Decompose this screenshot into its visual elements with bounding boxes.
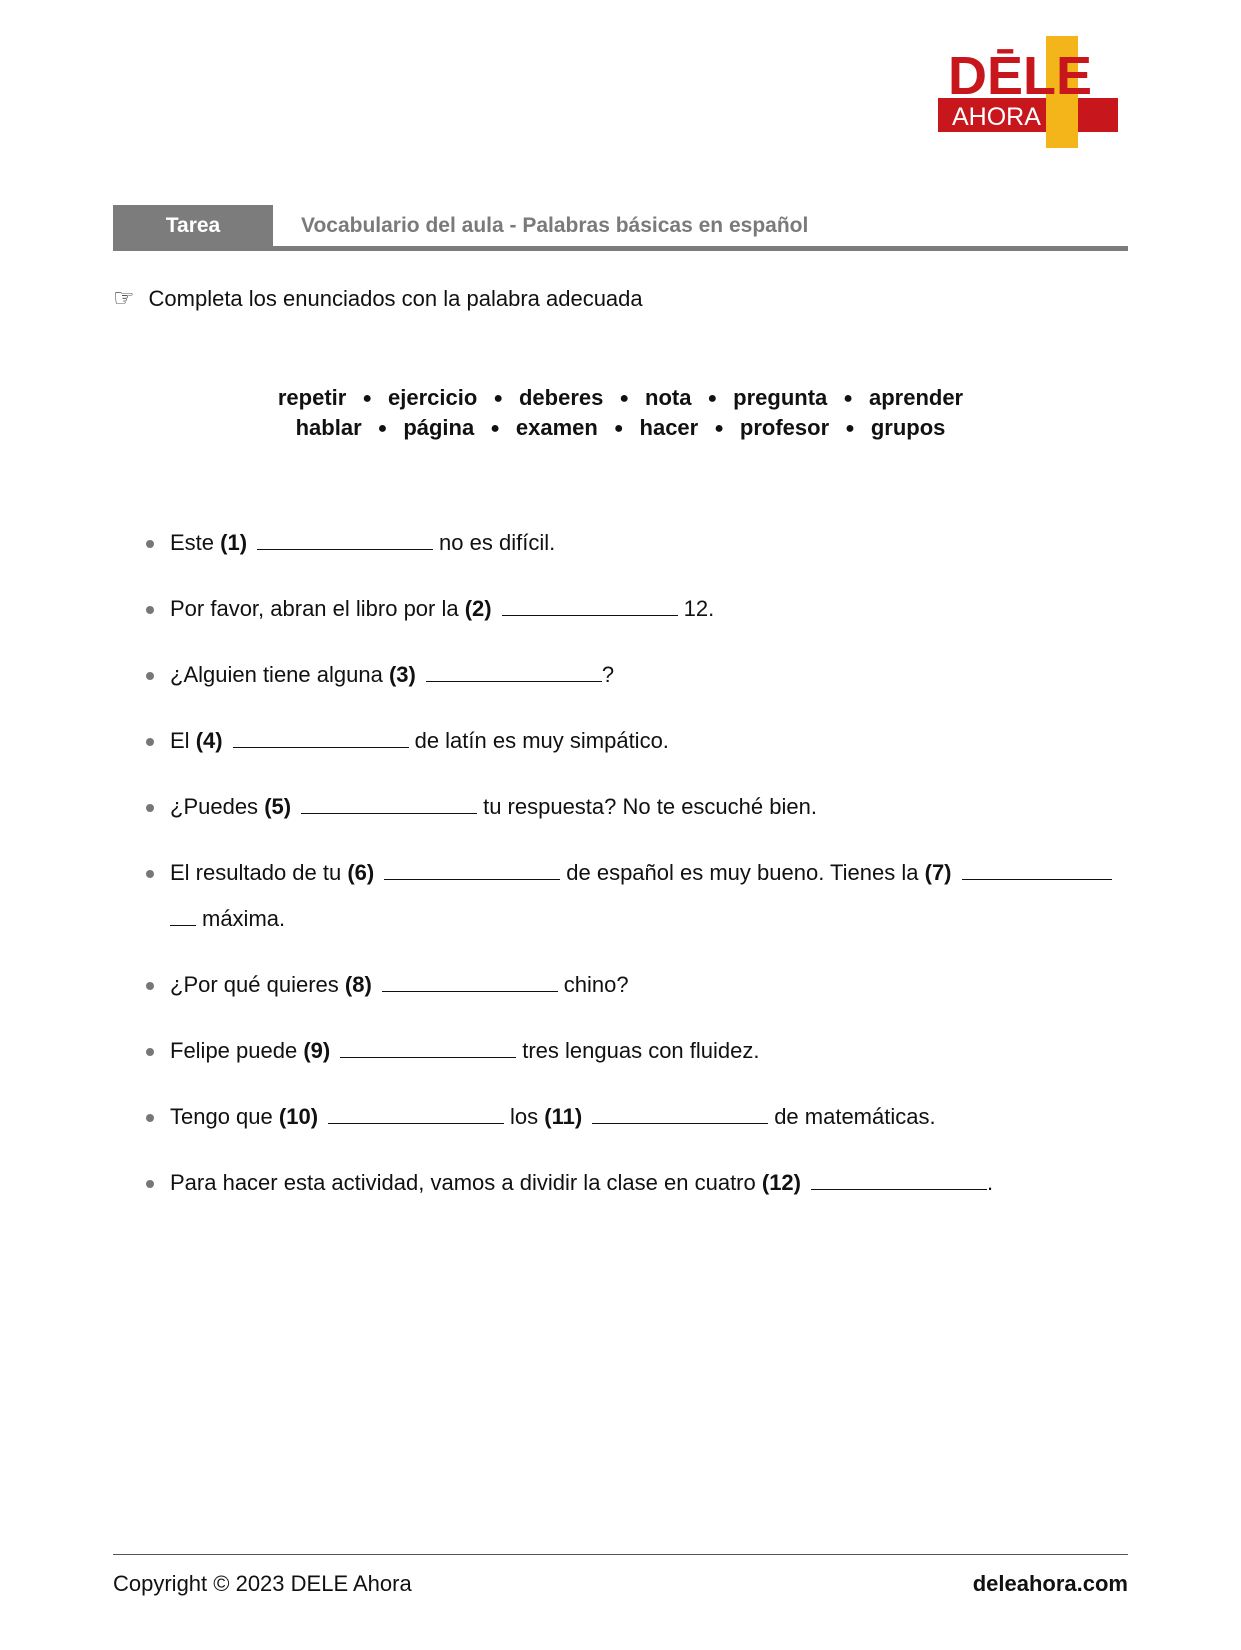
exercise-text: de matemáticas.	[774, 1104, 936, 1129]
bullet-separator: ●	[377, 420, 388, 437]
bullet-separator: ●	[362, 390, 373, 407]
exercise-text: Para hacer esta actividad, vamos a dividir la clase en cuatro	[170, 1170, 756, 1195]
task-header	[113, 205, 1128, 251]
word-bank-item: pregunta	[733, 385, 828, 410]
word-bank-item: grupos	[870, 415, 946, 440]
copyright-text: Copyright © 2023 DELE Ahora	[113, 1571, 412, 1596]
pointing-hand-icon: ☞	[113, 285, 135, 312]
bullet-separator: ●	[619, 390, 630, 407]
exercise-number: (2)	[464, 596, 492, 621]
exercise-text: .	[987, 1170, 994, 1195]
word-bank-item: ejercicio	[388, 385, 478, 410]
word-bank-item: deberes	[518, 385, 604, 410]
exercise-number: (5)	[264, 794, 292, 819]
site-link[interactable]: deleahora.com	[972, 1571, 1128, 1596]
exercise-item	[146, 784, 1131, 830]
exercise-text: Este	[170, 530, 215, 555]
instruction	[113, 284, 643, 314]
exercise-number: (11)	[544, 1104, 583, 1129]
word-bank-item: nota	[645, 385, 692, 410]
word-bank-item: aprender	[868, 385, 964, 410]
bullet-separator: ●	[613, 420, 624, 437]
exercise-text: chino?	[563, 972, 629, 997]
footer-divider	[113, 1554, 1128, 1555]
answer-blank[interactable]	[384, 857, 560, 880]
logo-subtext: AHORA	[952, 103, 1041, 131]
bullet-separator: ●	[843, 390, 853, 407]
answer-blank[interactable]	[502, 593, 678, 616]
bullet-separator: ●	[490, 420, 500, 437]
exercise-item	[146, 1160, 1131, 1206]
task-tag: Tarea	[113, 205, 273, 246]
exercise-number: (12)	[761, 1170, 801, 1195]
word-bank-line-2	[0, 413, 1241, 443]
exercise-number: (7)	[924, 860, 952, 885]
answer-blank[interactable]	[257, 527, 433, 550]
word-bank-item: examen	[515, 415, 598, 440]
bullet-separator: ●	[493, 390, 503, 407]
word-bank-line-1	[0, 383, 1241, 413]
exercise-text: no es difícil.	[439, 530, 556, 555]
bullet-separator: ●	[714, 420, 724, 437]
page-title: Vocabulario del aula - Palabras básicas en español	[301, 214, 809, 237]
answer-blank[interactable]	[340, 1035, 516, 1058]
answer-blank[interactable]	[328, 1101, 504, 1124]
exercise-list	[146, 520, 1131, 1226]
logo-wordmark: DĒLE	[948, 46, 1093, 106]
exercise-item	[146, 718, 1131, 764]
exercise-item	[146, 1094, 1131, 1140]
exercise-text: 12.	[683, 596, 715, 621]
answer-blank[interactable]	[301, 791, 477, 814]
exercise-text: Tengo que	[170, 1104, 273, 1129]
word-bank-item: hablar	[295, 415, 362, 440]
instruction-text: Completa los enunciados con la palabra adecuada	[148, 286, 643, 311]
exercise-text: tu respuesta? No te escuché bien.	[483, 794, 817, 819]
exercise-number: (3)	[388, 662, 416, 687]
exercise-number: (4)	[195, 728, 223, 753]
answer-blank-continuation	[170, 903, 196, 926]
exercise-text: máxima.	[202, 906, 286, 931]
exercise-text: Por favor, abran el libro por la	[170, 596, 459, 621]
word-bank-item: hacer	[639, 415, 699, 440]
exercise-text: de latín es muy simpático.	[414, 728, 669, 753]
exercise-text: ?	[601, 662, 615, 687]
exercise-text: ¿Alguien tiene alguna	[170, 662, 383, 687]
exercise-item	[146, 850, 1131, 942]
bullet-separator: ●	[845, 420, 855, 437]
exercise-text: de español es muy bueno. Tienes la	[566, 860, 919, 885]
exercise-item	[146, 520, 1131, 566]
exercise-text: tres lenguas con fluidez.	[522, 1038, 760, 1063]
word-bank-item: repetir	[277, 385, 347, 410]
answer-blank[interactable]	[962, 857, 1112, 880]
answer-blank[interactable]	[382, 969, 558, 992]
exercise-text: ¿Puedes	[170, 794, 259, 819]
exercise-number: (10)	[278, 1104, 319, 1129]
exercise-item	[146, 962, 1131, 1008]
dele-ahora-logo	[938, 36, 1128, 156]
word-bank-item: profesor	[739, 415, 830, 440]
exercise-item	[146, 586, 1131, 632]
exercise-text: ¿Por qué quieres	[170, 972, 339, 997]
exercise-text: los	[510, 1104, 539, 1129]
exercise-number: (6)	[347, 860, 375, 885]
answer-blank[interactable]	[426, 659, 602, 682]
exercise-text: Felipe puede	[170, 1038, 298, 1063]
exercise-text: El resultado de tu	[170, 860, 342, 885]
exercise-text: El	[170, 728, 190, 753]
exercise-number: (9)	[303, 1038, 331, 1063]
bullet-separator: ●	[707, 390, 718, 407]
answer-blank[interactable]	[592, 1101, 768, 1124]
word-bank-item: página	[403, 415, 475, 440]
exercise-number: (1)	[220, 530, 248, 555]
exercise-number: (8)	[344, 972, 372, 997]
answer-blank[interactable]	[233, 725, 409, 748]
exercise-item	[146, 652, 1131, 698]
exercise-item	[146, 1028, 1131, 1074]
answer-blank[interactable]	[811, 1167, 987, 1190]
word-bank	[0, 383, 1241, 443]
